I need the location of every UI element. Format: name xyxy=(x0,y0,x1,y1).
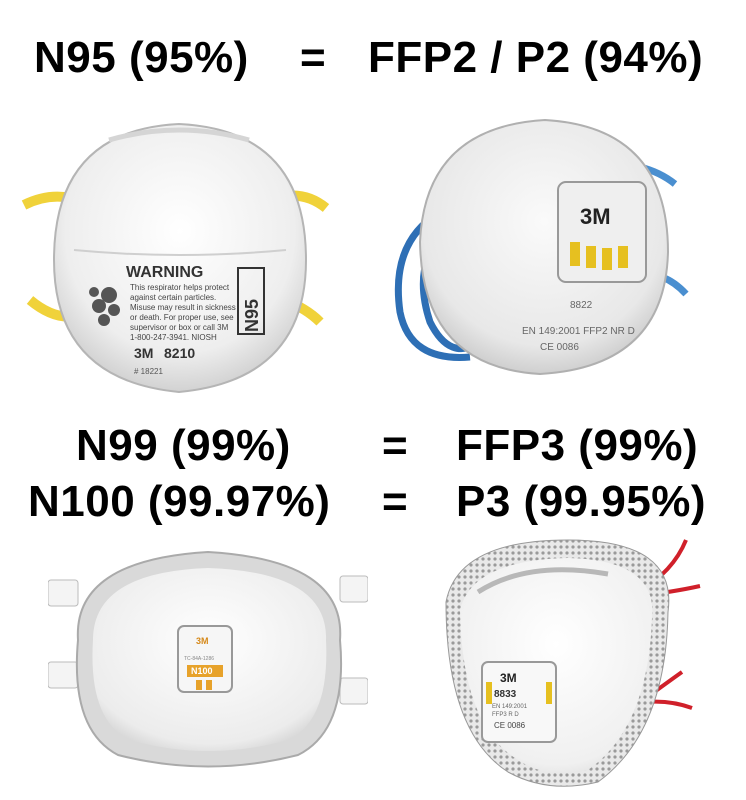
heading-ffp2-p2: FFP2 / P2 (94%) xyxy=(368,33,704,82)
heading-n95: N95 (95%) xyxy=(34,33,249,82)
n95-warning-text: WARNING xyxy=(126,264,204,281)
n95-text-3: Misuse may result in sickness xyxy=(130,303,236,312)
n100-rating-badge: N100 xyxy=(191,666,213,676)
n100-small-print: TC-84A-1286 xyxy=(184,656,215,662)
n95-text-2: against certain particles. xyxy=(130,293,217,302)
ffp3-exhalation-valve xyxy=(482,662,556,742)
n95-brand: 3M xyxy=(134,345,154,361)
heading-p3: P3 (99.95%) xyxy=(456,477,707,526)
n95-text-5: supervisor or box or call 3M xyxy=(130,323,229,332)
n100-mask-image xyxy=(48,540,368,780)
ffp3-ce: CE 0086 xyxy=(494,721,526,730)
ffp2-model: 8822 xyxy=(570,300,593,311)
n95-rating-badge: N95 xyxy=(242,298,262,332)
ffp2-standard: EN 149:2001 FFP2 NR D xyxy=(522,326,635,337)
n95-text-6: 1-800-247-3941. NIOSH xyxy=(130,333,217,342)
ffp3-mask-image xyxy=(438,532,704,794)
ffp3-standard: EN 149:2001 xyxy=(492,704,528,710)
ffp3-model: 8833 xyxy=(494,689,517,700)
n95-text-4: or death. For proper use, see xyxy=(130,313,234,322)
n95-model: 8210 xyxy=(164,345,196,361)
n100-brand: 3M xyxy=(196,636,209,646)
n100-exhalation-valve xyxy=(178,626,232,692)
ffp3-class: FFP3 R D xyxy=(492,712,519,718)
heading-n100: N100 (99.97%) xyxy=(28,477,331,526)
heading-equals-2: = xyxy=(382,421,409,470)
heading-ffp3: FFP3 (99%) xyxy=(456,421,699,470)
n95-lot: # 18221 xyxy=(134,367,163,376)
ffp3-brand: 3M xyxy=(500,671,517,685)
ffp2-exhalation-valve xyxy=(558,182,646,282)
ffp2-mask-image xyxy=(390,112,690,382)
n95-text-1: This respirator helps protect xyxy=(130,283,230,292)
ffp2-ce: CE 0086 xyxy=(540,342,579,353)
heading-equals-1: = xyxy=(300,33,327,82)
n95-mask-image xyxy=(14,110,344,410)
ffp2-brand: 3M xyxy=(580,204,611,229)
heading-equals-3: = xyxy=(382,477,409,526)
heading-n99: N99 (99%) xyxy=(76,421,291,470)
